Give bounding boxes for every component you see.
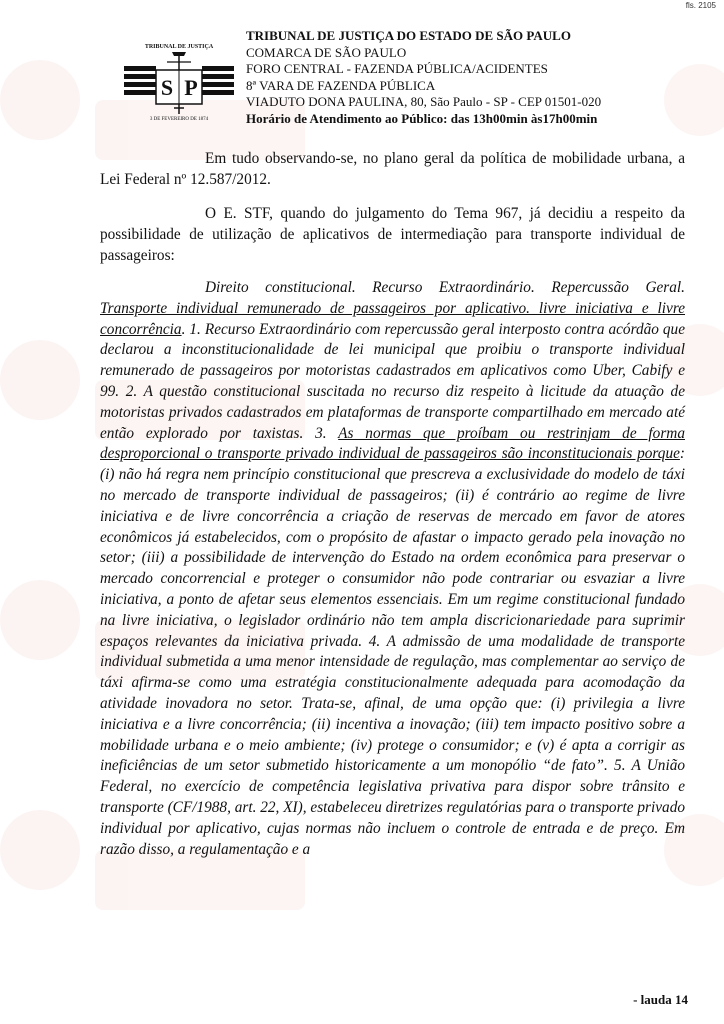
citation-underlined-1: Transporte individual remunerado de passageiros por aplicativo. livre iniciativa e livre concorrência (100, 299, 685, 338)
court-address: VIADUTO DONA PAULINA, 80, São Paulo - SP - CEP 01501-020 (246, 94, 602, 110)
body-paragraph-2: O E. STF, quando do julgamento do Tema 967, já decidiu a respeito da possibilidade de utilização de aplicativos de intermediação para transporte individual de passageiros: (100, 205, 685, 264)
court-header-lines (246, 28, 724, 128)
office-hours: Horário de Atendimento ao Público: das 13h00min às17h00min (246, 110, 598, 126)
citation-text-3: : (i) não há regra nem princípio constitucional que prescreva a exclusividade do modelo de táxi no mercado de transporte individual de passageiros; (ii) é contrário ao regime de livre iniciativa e de livre concorrência a criação de reservas de mercado em favor de atores econômicos já estabelecidos, com o propósito de afastar o impacto gerado pela inovação no setor; (iii) a possibilidade de intervenção do Estado na ordem econômica para preservar o mercado concorrencial e proteger o consumidor não pode contrariar ou esvaziar a livre iniciativa, a ponto de afetar seus elementos essenciais. Em um regime constitucional fundado na livre iniciativa, o legislador ordinário não tem ampla discricionariedade para suprimir espaços relevantes da iniciativa privada. 4. A admissão de uma modalidade de transporte individual submetida a uma menor intensidade de regulação, mas complementar ao serviço de táxi afirma-se como uma estratégia constitucionalmente adequada para acomodação da atividade inovadora no setor. Trata-se, afinal, de uma opção que: (i) privilegia a livre iniciativa e a livre concorrência; (ii) incentiva a inovação; (iii) tem impacto positivo sobre a mobilidade urbana e o meio ambiente; (iv) protege o consumidor; e (v) é apta a corrigir as ineficiências de um setor submetido historicamente a um monopólio “de fato”. 5. A União Federal, no exercício de competência legislativa privativa para dispor sobre trânsito e transporte (CF/1988, art. 22, XI), estabeleceu diretrizes regulatórias para o transporte privado individual por aplicativo, cujas normas não incluem o controle de entrada e de preço. Em razão disso, a regulamentação e a (100, 445, 685, 858)
crest-letter-s: S (160, 75, 174, 100)
citation-text-2: . 1. Recurso Extraordinário com repercussão geral interposto contra acórdão que declarou a inconstitucionalidade de lei municipal que proibiu o transporte individual remunerado de passageiros por motoristas cadastrados em aplicativos como Uber, Cabify e 99. 2. A questão constitucional suscitada no recurso diz respeito à licitude da atuação de motoristas privados cadastrados em plataformas de transporte compartilhado em mercado até então explorado por taxistas. 3. (100, 320, 685, 442)
document-header (120, 28, 720, 130)
court-name: TRIBUNAL DE JUSTIÇA DO ESTADO DE SÃO PAULO (246, 28, 571, 43)
citation-text-1: Direito constitucional. Recurso Extraordinário. Repercussão Geral. (205, 279, 685, 296)
document-body (100, 148, 685, 860)
citation-underlined-2: As normas que proíbam ou restrinjam de forma desproporcional o transporte privado individual de passageiros são inconstitucionais porque (100, 424, 685, 463)
court-division: 8ª VARA DE FAZENDA PÚBLICA (246, 77, 436, 93)
forum: FORO CENTRAL - FAZENDA PÚBLICA/ACIDENTES (246, 61, 548, 77)
crest-bottom-text: 3 DE FEVEREIRO DE 1874 (149, 117, 209, 122)
body-paragraph-1: Em tudo observando-se, no plano geral da política de mobilidade urbana, a Lei Federal nº 12.587/2012. (100, 150, 685, 188)
page-number: fls. 2105 (685, 1, 716, 10)
crest-top-text: TRIBUNAL DE JUSTIÇA (144, 44, 214, 50)
jurisprudence-citation (100, 278, 685, 860)
comarca: COMARCA DE SÃO PAULO (246, 44, 407, 60)
court-crest-icon (120, 40, 238, 122)
lauda-number: - lauda 14 (633, 992, 688, 1007)
crest-letter-p: P (184, 75, 198, 100)
